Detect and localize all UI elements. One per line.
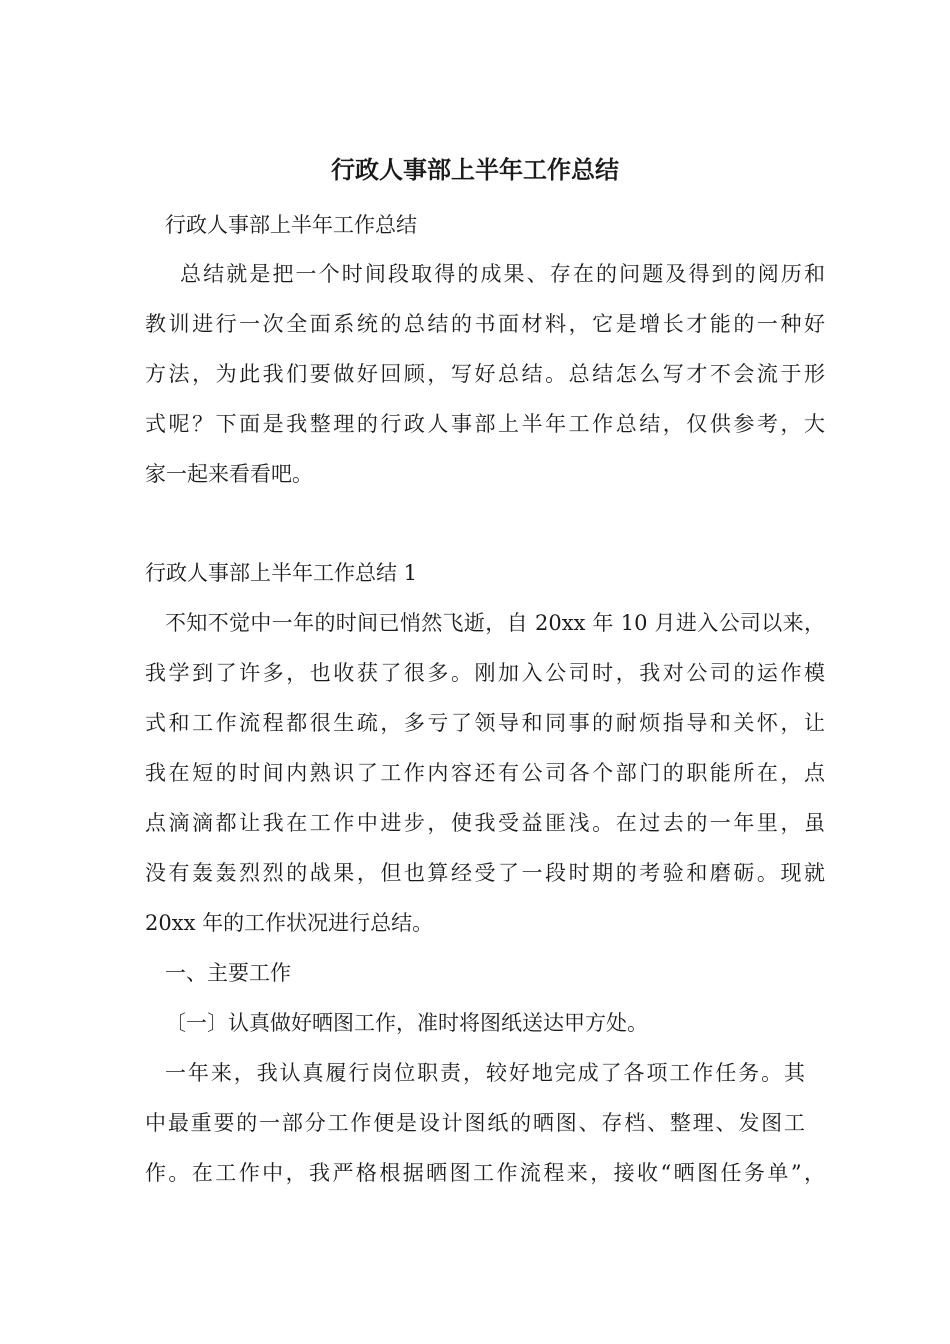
section-line: 式和工作流程都很生疏，多亏了领导和同事的耐烦指导和关怀，让 xyxy=(145,711,825,735)
body-line: 中最重要的一部分工作便是设计图纸的晒图、存档、整理、发图工 xyxy=(145,1111,805,1135)
intro-line: 方法，为此我们要做好回顾，写好总结。总结怎么写才不会流于形 xyxy=(145,362,825,386)
section-line: 我学到了许多，也收获了很多。刚加入公司时，我对公司的运作模 xyxy=(145,661,825,685)
intro-line: 家一起来看看吧。 xyxy=(145,462,313,486)
intro-line: 教训进行一次全面系统的总结的书面材料，它是增长才能的一种好 xyxy=(145,312,825,336)
section-line: 我在短的时间内熟识了工作内容还有公司各个部门的职能所在，点 xyxy=(145,761,825,785)
intro-line: 式呢？下面是我整理的行政人事部上半年工作总结，仅供参考，大 xyxy=(145,412,825,436)
section-line: 点滴滴都让我在工作中进步，使我受益匪浅。在过去的一年里，虽 xyxy=(145,811,825,835)
section-line: 20xx 年的工作状况进行总结。 xyxy=(145,911,434,935)
section-line: 不知不觉中一年的时间已悄然飞逝，自 20xx 年 10 月进入公司以来， xyxy=(165,611,825,635)
section-title: 行政人事部上半年工作总结 1 xyxy=(145,561,418,585)
heading-subsection: 〔一〕认真做好晒图工作，准时将图纸送达甲方处。 xyxy=(165,1011,648,1035)
section-line: 没有轰轰烈烈的战果，但也算经受了一段时期的考验和磨砺。现就 xyxy=(145,861,825,885)
body-line: 作。在工作中，我严格根据晒图工作流程来，接收“晒图任务单”， xyxy=(145,1161,825,1185)
document-title: 行政人事部上半年工作总结 xyxy=(331,155,619,184)
document-subtitle: 行政人事部上半年工作总结 xyxy=(165,213,417,237)
heading-main-work: 一、主要工作 xyxy=(165,961,291,985)
body-line: 一年来，我认真履行岗位职责，较好地完成了各项工作任务。其 xyxy=(165,1061,805,1085)
intro-line: 总结就是把一个时间段取得的成果、存在的问题及得到的阅历和 xyxy=(180,262,825,286)
